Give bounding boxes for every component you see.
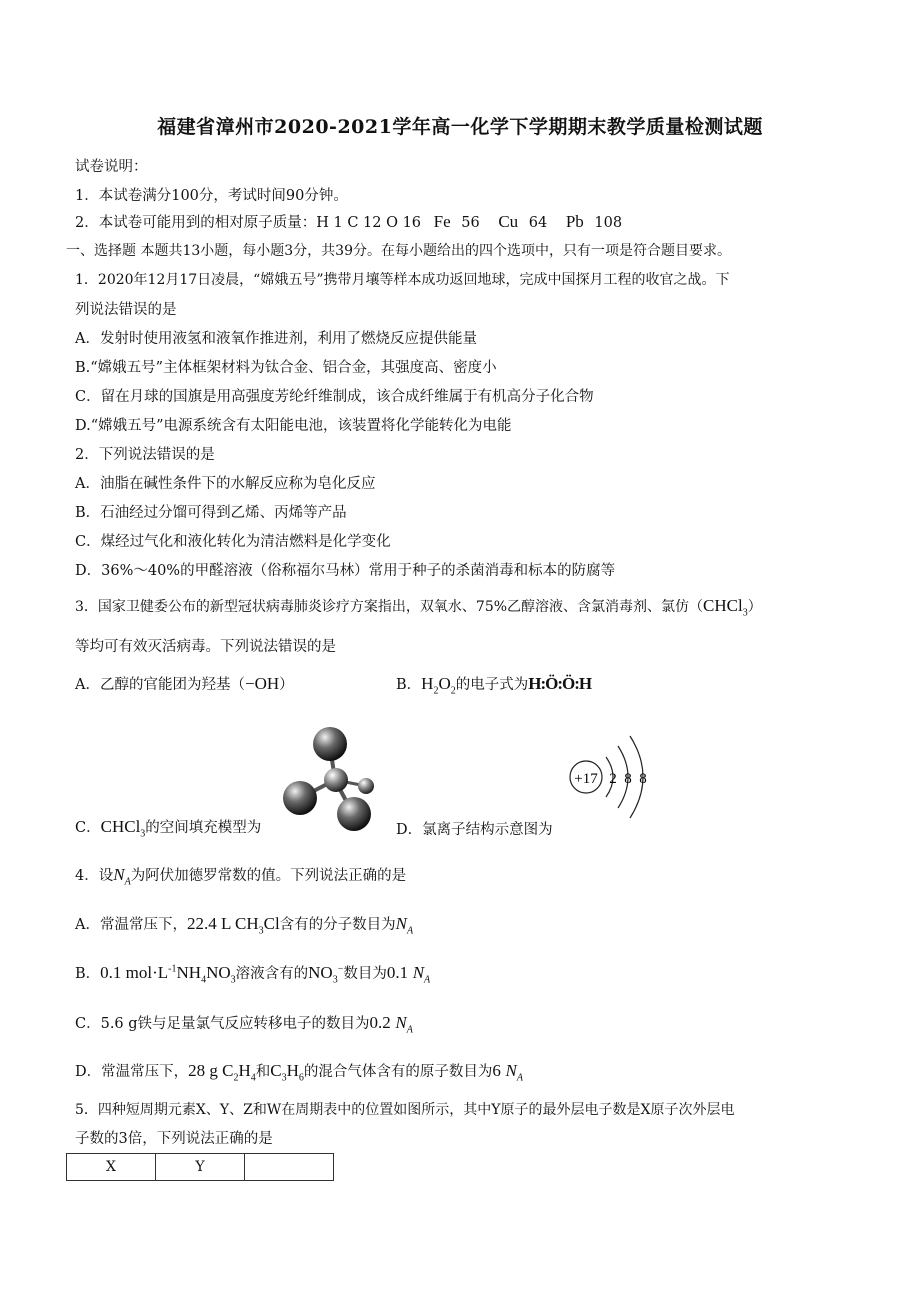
q3-chcl3 [703,596,748,619]
shell-electrons-1: 2 [609,771,617,787]
q4-na-sub: A [124,876,131,888]
cu-symbol: Cu [498,212,519,231]
q3-b-h2o2 [421,674,456,697]
intro-heading: 试卷说明： [75,159,148,175]
q3-stem-line-1 [75,596,762,618]
q4-a-mid: 含有的分子数目为 [279,917,396,933]
q4-b-ion-sub: 3 [332,974,338,986]
q4-d-c2h4 [188,1061,256,1084]
chlorine-atom-top [313,727,347,761]
q1-option-a: A．发射时使用液氢和液氧作推进剂，利用了燃烧反应提供能量 [75,331,477,347]
q4-b-mid: 溶液含有的 [235,966,309,982]
q3-chcl3-base: CHCl [703,596,743,615]
intro-item-2-prefix: 2．本试卷可能用到的相对原子质量：H 1 C 12 O 16 [75,215,422,231]
section-1-heading: 一、选择题 本题共13小题，每小题3分，共39分。在每小题给出的四个选项中，只有一项是符合题目要求。 [66,243,731,259]
q4-b-na-base: N [412,963,425,982]
periodic-table-fragment [66,1153,334,1181]
q4-b-no-sub: 3 [230,974,236,986]
q4-b-nh-sub: 4 [201,974,207,986]
chlorine-atom-bottom [337,797,371,831]
q4-c-na-base: N [395,1013,407,1032]
table-cell-y: Y [156,1154,245,1181]
q4-b-conc: 0.1 mol·L [100,963,169,982]
q3-a-prefix: A．乙醇的官能团为羟基（ [75,677,245,693]
q4-b-ion-sup: − [337,963,344,975]
cu-mass: 64 [528,215,548,231]
chlorine-atom-left [283,781,317,815]
q2-stem: 2．下列说法错误的是 [75,447,215,463]
chcl3-space-filling-model [278,722,382,836]
q4-option-d [75,1060,523,1083]
q4-stem-suffix: 为阿伏加德罗常数的值。下列说法正确的是 [130,868,407,884]
q3-stem-close: ） [747,599,762,615]
q4-a-prefix: A．常温常压下， [75,917,187,933]
q4-option-b [75,962,430,985]
q3-b-prefix: B． [396,677,422,693]
q4-b-formula [100,963,236,986]
q3-stem-text: 3．国家卫健委公布的新型冠状病毒肺炎诊疗方案指出，双氧水、75%乙醇溶液、含氯消毒剂、氯仿（ [75,599,704,615]
q3-option-a [75,673,294,694]
q1-option-c: C．留在月球的国旗是用高强度芳纶纤维制成，该合成纤维属于有机高分子化合物 [75,389,594,405]
q4-d-val: 6 [492,1061,501,1080]
page-title: 福建省漳州市2020-2021学年高一化学下学期期末教学质量检测试题 [157,116,763,138]
q3-option-d: D．氯离子结构示意图为 [396,822,553,838]
q4-a-na-base: N [395,914,408,933]
q4-b-ion [308,963,344,986]
q4-c-val: 0.2 [369,1013,391,1032]
q4-d-c-sub: 2 [233,1072,239,1084]
q3-b-h: H [421,674,434,693]
q4-b-ion-base: NO [308,963,333,982]
chloride-ion-diagram [566,722,670,830]
q3-b-h-sub: 2 [433,685,439,697]
fe-mass: 56 [461,215,480,231]
table-cell-empty [245,1154,334,1181]
q3-b-electron-formula: H:Ö:Ö:H [528,674,592,693]
nucleus-charge: +17 [574,771,598,787]
hydrogen-atom [358,778,374,794]
q4-b-nh: NH [176,963,202,982]
q4-d-prefix: D．常温常压下， [75,1064,189,1080]
q4-c-prefix: C．5.6 g铁与足量氯气反应转移电子的数目为 [75,1016,370,1032]
shell-electrons-2: 8 [624,771,632,787]
q4-b-na [412,963,431,986]
q4-d-h2-sub: 6 [298,1072,304,1084]
q4-option-a [75,913,413,936]
q1-option-b: B.“嫦娥五号”主体框架材料为钛合金、铝合金，其强度高、密度小 [75,360,497,376]
table-cell-x: X [67,1154,156,1181]
q4-stem-prefix: 4．设 [75,868,114,884]
carbon-atom [324,768,348,792]
q4-d-h2: H [286,1061,299,1080]
q4-d-c2-sub: 3 [281,1072,287,1084]
shell-electrons-3: 8 [639,771,647,787]
fe-symbol: Fe [433,212,451,231]
q4-na-base: N [113,865,125,884]
q3-c-suffix: 的空间填充模型为 [145,820,262,836]
q4-d-na-base: N [505,1061,517,1080]
q1-stem-line-2: 列说法错误的是 [75,302,177,318]
q5-stem-line-2: 子数的3倍，下列说法正确的是 [75,1131,273,1147]
q3-option-b [396,673,591,696]
q3-option-c [75,816,261,839]
q2-option-c: C．煤经过气化和液化转化为清洁燃料是化学变化 [75,534,391,550]
q4-a-formula-sub: 3 [258,925,264,937]
q4-b-conc-sup: -1 [168,963,177,975]
q4-c-na [395,1013,413,1036]
q3-b-o-sub: 2 [450,685,456,697]
q3-c-chcl3-sub: 3 [140,828,146,840]
q1-stem-line-1: 1．2020年12月17日凌晨，“嫦娥五号”携带月壤等样本成功返回地球，完成中国探月工程的收官之战。下 [75,272,730,288]
q4-d-and: 和 [255,1064,271,1080]
q3-b-mid: 的电子式为 [455,677,529,693]
q4-d-na-sub: A [516,1072,523,1084]
q3-c-chcl3-base: CHCl [100,817,141,836]
q4-b-prefix: B． [75,966,101,982]
q4-na [113,865,131,888]
q2-option-b: B．石油经过分馏可得到乙烯、丙烯等产品 [75,505,347,521]
q2-option-a: A．油脂在碱性条件下的水解反应称为皂化反应 [75,476,376,492]
q3-c-chcl3 [100,817,146,840]
q4-c-na-sub: A [406,1024,413,1036]
q3-c-prefix: C． [75,820,101,836]
q4-d-mid: 的混合气体含有的原子数目为 [303,1064,493,1080]
q4-a-na [395,914,414,937]
q4-a-formula-base: 22.4 L CH [186,914,259,933]
q3-b-o: O [438,674,451,693]
intro-item-1: 1．本试卷满分100分，考试时间90分钟。 [75,188,348,204]
pb-mass: 108 [594,215,623,231]
q4-d-h-sub: 4 [250,1072,256,1084]
q4-b-na-sub: A [424,974,431,986]
q4-b-mid2: 数目为 [343,966,387,982]
q4-a-formula-end: Cl [263,914,280,933]
intro-item-2 [75,211,622,232]
q4-d-c2: C [270,1061,282,1080]
q3-stem-line-2: 等均可有效灭活病毒。下列说法错误的是 [75,639,336,655]
q4-stem [75,864,406,887]
q4-b-val: 0.1 [386,963,409,982]
q4-d-h: H [238,1061,251,1080]
pb-symbol: Pb [565,212,584,231]
q3-a-suffix: ） [279,677,294,693]
q4-option-c [75,1012,413,1035]
q1-option-d: D.“嫦娥五号”电源系统含有太阳能电池，该装置将化学能转化为电能 [75,418,512,434]
q3-a-formula: −OH [244,674,280,693]
q2-option-d: D．36%～40%的甲醛溶液（俗称福尔马林）常用于种子的杀菌消毒和标本的防腐等 [75,563,616,579]
q3-chcl3-sub: 3 [742,607,748,619]
q4-a-formula [186,914,280,937]
q5-stem-line-1: 5．四种短周期元素X、Y、Z和W在周期表中的位置如图所示，其中Y原子的最外层电子数是X原子次外层电 [75,1102,735,1118]
table-row [67,1154,334,1181]
q4-d-c3h6 [270,1061,304,1084]
q4-d-na [505,1061,523,1084]
q4-b-no: NO [206,963,231,982]
q4-a-na-sub: A [407,925,414,937]
q4-d-mass-c: 28 g C [188,1061,234,1080]
